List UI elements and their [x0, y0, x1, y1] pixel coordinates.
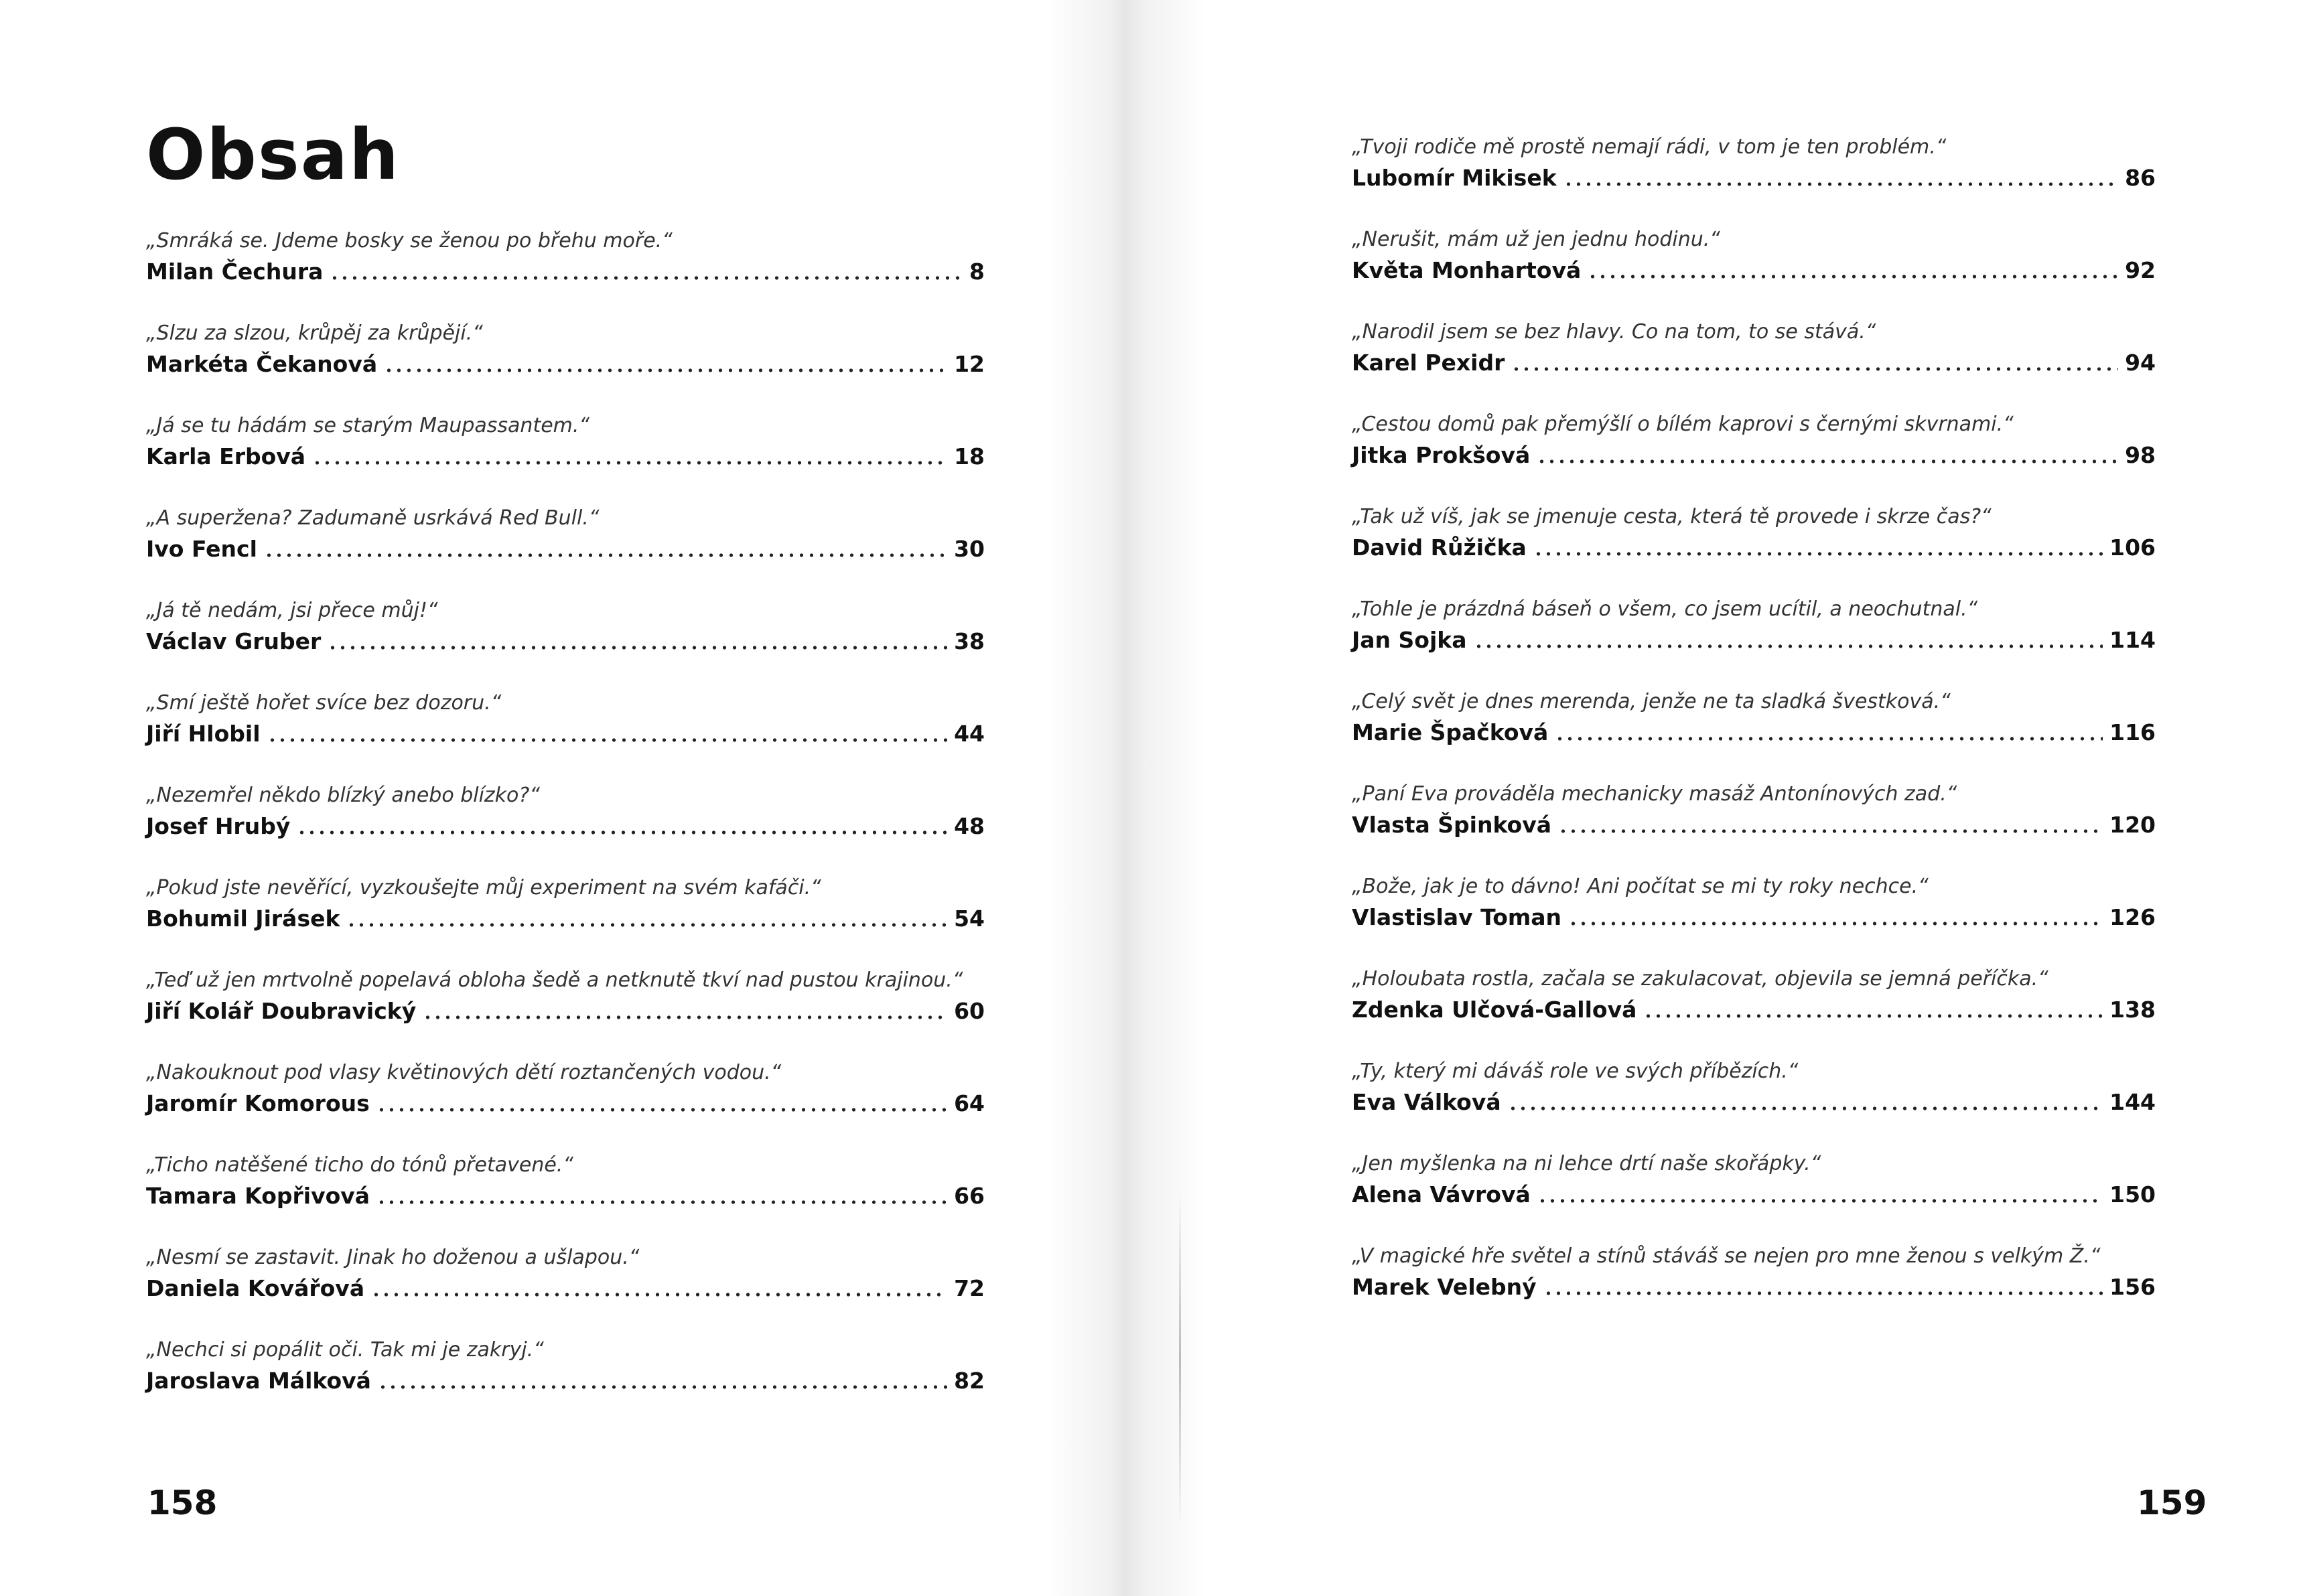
entry-author: Jiří Kolář Doubravický — [146, 998, 417, 1024]
page-title: Obsah — [146, 114, 400, 196]
entry-author: Tamara Kopřivová — [146, 1183, 370, 1209]
entry-page-number: 126 — [2109, 904, 2156, 930]
page-number-right: 159 — [2137, 1483, 2207, 1522]
entry-page-number: 82 — [954, 1368, 985, 1394]
entry-page-number: 12 — [954, 351, 985, 377]
toc-entry — [146, 1244, 985, 1301]
entry-page-number: 30 — [954, 536, 985, 562]
entry-quote: „Pokud jste nevěřící, vyzkoušejte můj experiment na svém kafáči.“ — [146, 876, 821, 899]
toc-entry — [146, 413, 985, 469]
dot-leader — [264, 553, 947, 557]
entry-page-number: 48 — [954, 813, 985, 839]
entry-quote: „Cestou domů pak přemýšlí o bílém kaprovi s černými skvrnami.“ — [1352, 413, 2014, 436]
entry-line — [146, 1368, 985, 1394]
entry-quote: „Tak už víš, jak se jmenuje cesta, která tě provede i skrze čas?“ — [1352, 505, 1992, 528]
toc-entry — [146, 782, 985, 839]
entry-author: David Růžička — [1352, 534, 1527, 561]
toc-entry — [146, 505, 985, 562]
entry-line — [146, 813, 985, 839]
entry-page-number: 72 — [954, 1275, 985, 1301]
entry-quote: „Paní Eva prováděla mechanicky masáž Antonínových zad.“ — [1352, 782, 1957, 806]
dot-leader — [297, 830, 947, 835]
entry-line — [1352, 350, 2156, 376]
entry-author: Josef Hrubý — [146, 813, 291, 839]
entry-quote: „Nerušit, mám už jen jednu hodinu.“ — [1352, 228, 1720, 251]
entry-page-number: 116 — [2109, 719, 2156, 745]
toc-entry — [146, 1337, 985, 1394]
toc-entry — [1352, 1058, 2156, 1115]
entry-quote: „Já tě nedám, jsi přece můj!“ — [146, 599, 438, 622]
dot-leader — [378, 1385, 947, 1389]
entry-line — [146, 1090, 985, 1116]
entry-line — [146, 1183, 985, 1209]
entry-page-number: 64 — [954, 1090, 985, 1116]
toc-entry — [146, 1060, 985, 1116]
dot-leader — [423, 1015, 947, 1019]
entry-line — [1352, 165, 2156, 191]
entry-author: Jan Sojka — [1352, 627, 1467, 653]
dot-leader — [1474, 644, 2103, 648]
entry-page-number: 114 — [2109, 627, 2156, 653]
dot-leader — [1563, 182, 2118, 186]
entry-line — [146, 351, 985, 377]
entry-quote: „Nezemřel někdo blízký anebo blízko?“ — [146, 784, 540, 807]
entry-line — [146, 721, 985, 747]
entry-line — [146, 259, 985, 285]
dot-leader — [312, 461, 947, 465]
entry-page-number: 98 — [2125, 442, 2156, 468]
entry-quote: „Nechci si popálit oči. Tak mi je zakryj.“ — [146, 1338, 544, 1362]
dot-leader — [1511, 367, 2118, 371]
entry-author: Bohumil Jirásek — [146, 905, 340, 932]
toc-entry — [1352, 966, 2156, 1023]
entry-author: Květa Monhartová — [1352, 257, 1582, 283]
dot-leader — [1543, 1291, 2103, 1295]
entry-quote: „Celý svět je dnes merenda, jenže ne ta sladká švestková.“ — [1352, 690, 1951, 713]
entry-page-number: 144 — [2109, 1089, 2156, 1115]
dot-leader — [1537, 1199, 2103, 1203]
entry-author: Zdenka Ulčová-Gallová — [1352, 997, 1637, 1023]
entry-quote: „Nakouknout pod vlasy květinových dětí roztančených vodou.“ — [146, 1061, 782, 1084]
entry-line — [146, 1275, 985, 1301]
toc-entry — [1352, 411, 2156, 468]
entry-line — [1352, 1181, 2156, 1208]
toc-entry — [146, 1152, 985, 1209]
dot-leader — [376, 1200, 947, 1204]
entry-page-number: 156 — [2109, 1274, 2156, 1300]
entry-author: Marie Špačková — [1352, 719, 1549, 745]
entry-author: Eva Válková — [1352, 1089, 1501, 1115]
entry-author: Karla Erbová — [146, 443, 306, 469]
entry-quote: „Bože, jak je to dávno! Ani počítat se mi ty roky nechce.“ — [1352, 875, 1929, 898]
toc-entry — [1352, 596, 2156, 653]
entry-author: Jaroslava Málková — [146, 1368, 371, 1394]
entry-author: Lubomír Mikisek — [1352, 165, 1557, 191]
entry-quote: „Tvoji rodiče mě prostě nemají rádi, v tom je ten problém.“ — [1352, 135, 1947, 159]
toc-entry — [1352, 1243, 2156, 1300]
right-page — [1150, 0, 2299, 1596]
entry-quote: „Smráká se. Jdeme bosky se ženou po břehu moře.“ — [146, 229, 673, 252]
entry-quote: „Smí ještě hořet svíce bez dozoru.“ — [146, 691, 502, 715]
entry-page-number: 92 — [2125, 257, 2156, 283]
entry-line — [1352, 1089, 2156, 1115]
entry-line — [1352, 442, 2156, 468]
entry-author: Karel Pexidr — [1352, 350, 1505, 376]
entry-page-number: 86 — [2125, 165, 2156, 191]
entry-page-number: 38 — [954, 628, 985, 654]
dot-leader — [1537, 459, 2118, 463]
entry-line — [146, 905, 985, 932]
entry-quote: „V magické hře světel a stínů stáváš se nejen pro mne ženou s velkým Ž.“ — [1352, 1244, 2101, 1268]
entry-quote: „A superžena? Zadumaně usrkává Red Bull.“ — [146, 506, 600, 530]
toc-entry — [1352, 319, 2156, 376]
entry-line — [146, 536, 985, 562]
entry-page-number: 150 — [2109, 1181, 2156, 1208]
entry-line — [146, 443, 985, 469]
dot-leader — [267, 738, 948, 742]
entry-line — [1352, 904, 2156, 930]
entry-page-number: 120 — [2109, 812, 2156, 838]
toc-entry — [1352, 873, 2156, 930]
dot-leader — [371, 1293, 947, 1297]
entry-quote: „Já se tu hádám se starým Maupassantem.“ — [146, 414, 589, 437]
entry-line — [146, 628, 985, 654]
toc-entry — [1352, 504, 2156, 561]
entry-line — [1352, 627, 2156, 653]
toc-entry — [1352, 226, 2156, 283]
entry-author: Alena Vávrová — [1352, 1181, 1531, 1208]
dot-leader — [1643, 1014, 2103, 1018]
entry-quote: „Teď už jen mrtvolně popelavá obloha šedě a netknutě tkví nad pustou krajinou.“ — [146, 968, 963, 992]
entry-quote: „Slzu za slzou, krůpěj za krůpějí.“ — [146, 321, 483, 345]
dot-leader — [384, 368, 947, 372]
dot-leader — [376, 1108, 947, 1112]
dot-leader — [346, 923, 947, 927]
dot-leader — [1555, 737, 2103, 741]
entry-author: Ivo Fencl — [146, 536, 257, 562]
toc-entry — [146, 228, 985, 285]
entry-quote: „Ticho natěšené ticho do tónů přetavené.“ — [146, 1153, 573, 1177]
entry-page-number: 44 — [954, 721, 985, 747]
entry-author: Milan Čechura — [146, 259, 324, 285]
entry-page-number: 60 — [954, 998, 985, 1024]
entry-author: Markéta Čekanová — [146, 351, 378, 377]
entry-line — [146, 998, 985, 1024]
toc-entry — [1352, 1151, 2156, 1208]
entry-line — [1352, 997, 2156, 1023]
entry-author: Vlastislav Toman — [1352, 904, 1562, 930]
entry-author: Jitka Prokšová — [1352, 442, 1531, 468]
toc-entry — [146, 967, 985, 1024]
entry-author: Vlasta Špinková — [1352, 812, 1551, 838]
entry-quote: „Holoubata rostla, začala se zakulacovat, objevila se jemná peříčka.“ — [1352, 967, 2048, 991]
page-number-left: 158 — [147, 1483, 218, 1522]
dot-leader — [328, 646, 947, 650]
entry-line — [1352, 812, 2156, 838]
entry-page-number: 106 — [2109, 534, 2156, 561]
entry-quote: „Ty, který mi dáváš role ve svých příbězích.“ — [1352, 1060, 1799, 1083]
entry-page-number: 8 — [969, 259, 985, 285]
entry-author: Jiří Hlobil — [146, 721, 261, 747]
toc-entry — [146, 690, 985, 747]
entry-line — [1352, 534, 2156, 561]
entry-quote: „Jen myšlenka na ni lehce drtí naše skořápky.“ — [1352, 1152, 1821, 1175]
toc-entry — [146, 597, 985, 654]
toc-entry — [146, 320, 985, 377]
entry-quote: „Narodil jsem se bez hlavy. Co na tom, to se stává.“ — [1352, 320, 1876, 344]
entry-author: Jaromír Komorous — [146, 1090, 370, 1116]
toc-entry — [146, 875, 985, 932]
entry-line — [1352, 1274, 2156, 1300]
dot-leader — [330, 276, 963, 280]
entry-author: Daniela Kovářová — [146, 1275, 365, 1301]
dot-leader — [1508, 1106, 2103, 1110]
dot-leader — [1588, 275, 2118, 279]
entry-quote: „Tohle je prázdná báseň o všem, co jsem ucítil, a neochutnal.“ — [1352, 597, 1978, 621]
toc-entry — [1352, 781, 2156, 838]
entry-page-number: 138 — [2109, 997, 2156, 1023]
entry-page-number: 54 — [954, 905, 985, 932]
entry-page-number: 66 — [954, 1183, 985, 1209]
entry-page-number: 18 — [954, 443, 985, 469]
entry-page-number: 94 — [2125, 350, 2156, 376]
dot-leader — [1568, 922, 2103, 926]
toc-entry — [1352, 134, 2156, 191]
dot-leader — [1558, 829, 2103, 833]
toc-entry — [1352, 688, 2156, 745]
entry-line — [1352, 257, 2156, 283]
entry-author: Marek Velebný — [1352, 1274, 1537, 1300]
entry-author: Václav Gruber — [146, 628, 322, 654]
entry-line — [1352, 719, 2156, 745]
dot-leader — [1533, 552, 2103, 556]
entry-quote: „Nesmí se zastavit. Jinak ho doženou a ušlapou.“ — [146, 1246, 640, 1269]
